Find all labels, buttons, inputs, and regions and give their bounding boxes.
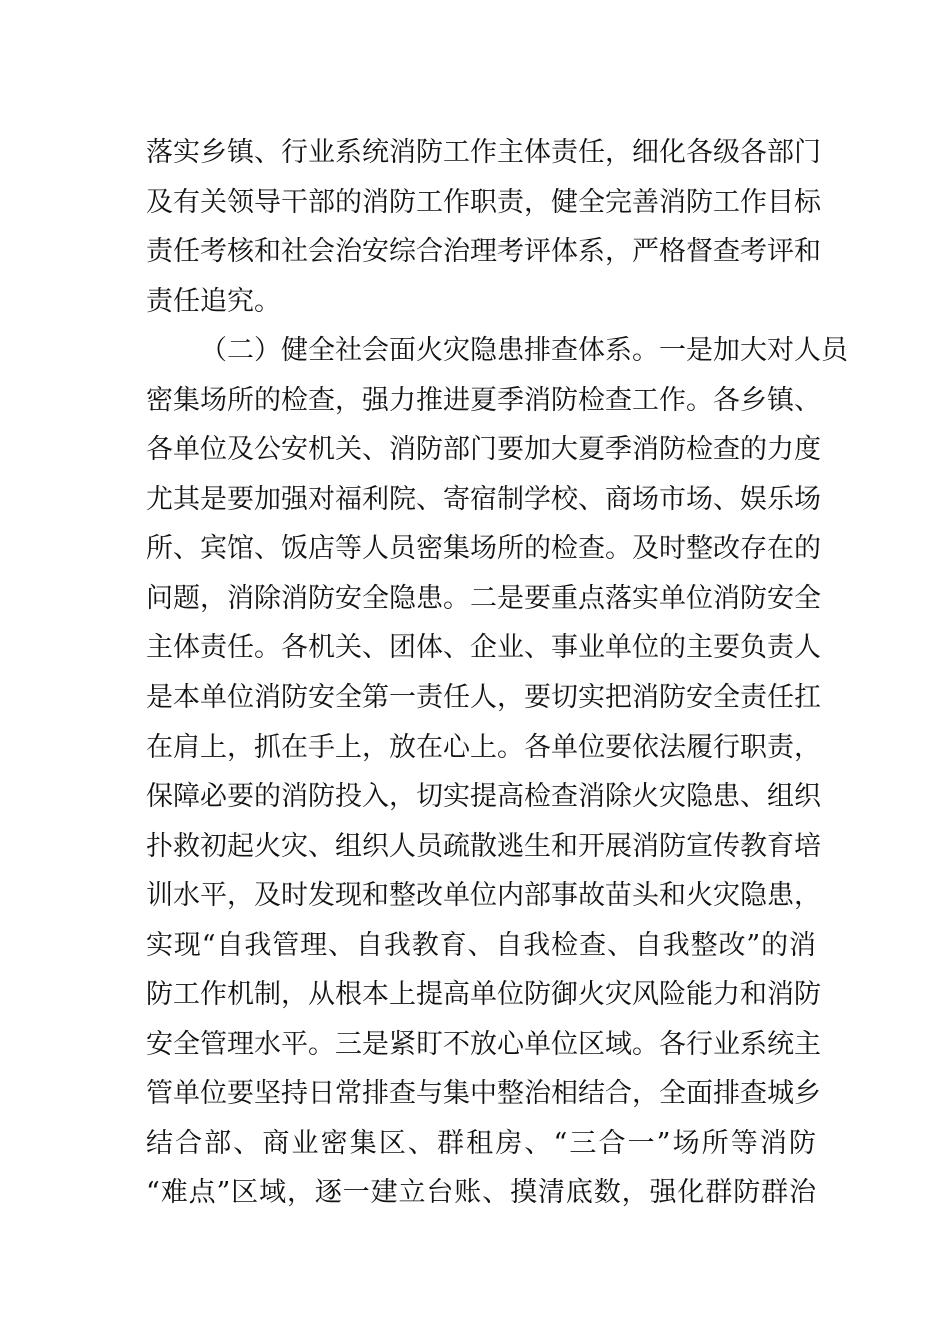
text-line: 主体责任。各机关、团体、企业、事业单位的主要负责人	[146, 632, 821, 664]
text-line: （二）健全社会面火灾隐患排查体系。一是加大对人员	[200, 335, 848, 367]
text-line: 及有关领导干部的消防工作职责，健全完善消防工作目标	[146, 186, 821, 218]
text-line: 是本单位消防安全第一责任人，要切实把消防安全责任扛	[146, 682, 821, 714]
text-line: 实现“自我管理、自我教育、自我检查、自我整改”的消	[146, 929, 816, 961]
text-line: 保障必要的消防投入，切实提高检查消除火灾隐患、组织	[146, 781, 821, 813]
text-line: 责任考核和社会治安综合治理考评体系，严格督查考评和	[146, 236, 821, 268]
paragraph-2	[146, 326, 848, 1218]
text-line: 责任追究。	[146, 285, 281, 317]
text-line: “难点”区域，逐一建立台账、摸清底数，强化群防群治	[146, 1177, 816, 1209]
text-line: 在肩上，抓在手上，放在心上。各单位要依法履行职责，	[146, 731, 821, 763]
text-line: 各单位及公安机关、消防部门要加大夏季消防检查的力度	[146, 434, 821, 466]
text-line: 防工作机制，从根本上提高单位防御火灾风险能力和消防	[146, 979, 821, 1011]
text-line: 训水平，及时发现和整改单位内部事故苗头和火灾隐患，	[146, 880, 821, 912]
paragraph-1	[146, 128, 821, 326]
text-line: 尤其是要加强对福利院、寄宿制学校、商场市场、娱乐场	[146, 483, 821, 515]
document-body	[146, 128, 848, 1218]
text-line: 所、宾馆、饭店等人员密集场所的检查。及时整改存在的	[146, 533, 821, 565]
text-line: 问题，消除消防安全隐患。二是要重点落实单位消防安全	[146, 582, 821, 614]
text-line: 扑救初起火灾、组织人员疏散逃生和开展消防宣传教育培	[146, 830, 821, 862]
text-line: 安全管理水平。三是紧盯不放心单位区域。各行业系统主	[146, 1028, 821, 1060]
text-line: 落实乡镇、行业系统消防工作主体责任，细化各级各部门	[146, 137, 821, 168]
text-line: 管单位要坚持日常排查与集中整治相结合，全面排查城乡	[146, 1078, 821, 1110]
text-line: 结合部、商业密集区、群租房、“三合一”场所等消防	[146, 1127, 816, 1159]
text-line: 密集场所的检查，强力推进夏季消防检查工作。各乡镇、	[146, 384, 821, 416]
